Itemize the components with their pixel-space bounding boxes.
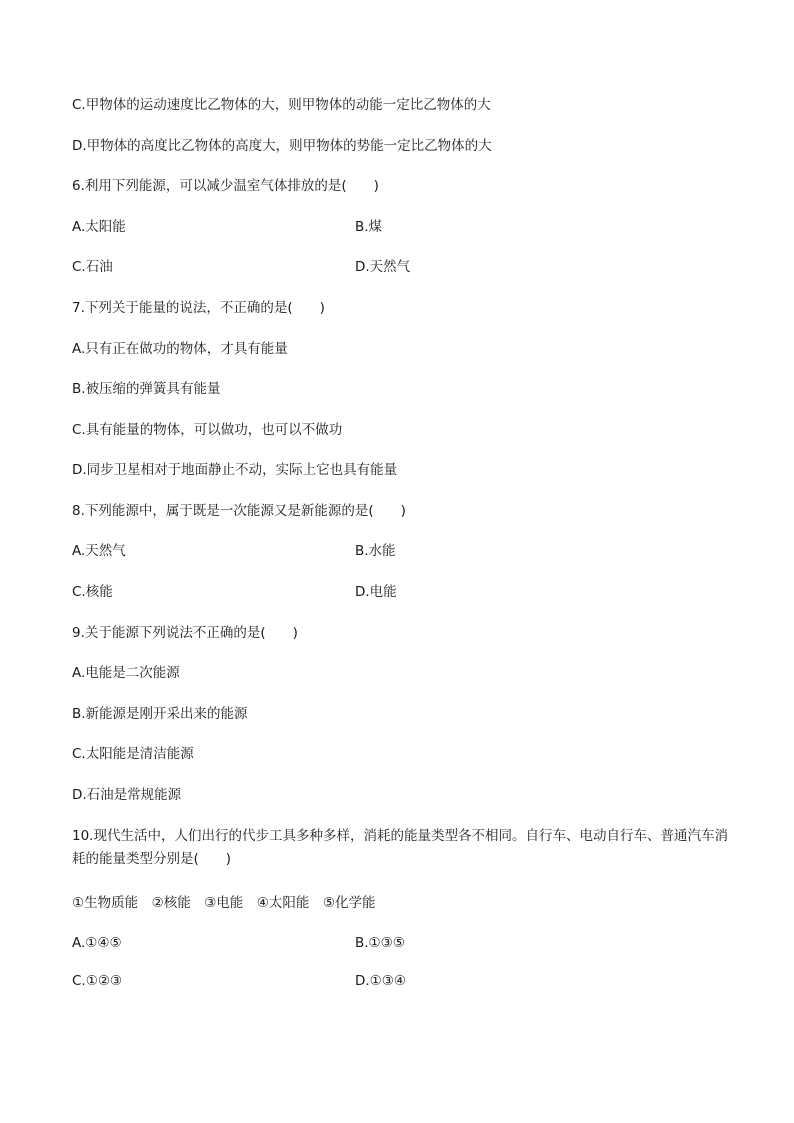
question-6-option-a: A.太阳能 bbox=[72, 219, 126, 235]
question-8-option-d: D.电能 bbox=[355, 584, 397, 600]
question-6-option-d: D.天然气 bbox=[355, 259, 411, 275]
question-9-option-a: A.电能是二次能源 bbox=[72, 665, 180, 681]
question-7-stem: 7.下列关于能量的说法，不正确的是( ) bbox=[72, 300, 325, 316]
question-7-option-c: C.具有能量的物体，可以做功，也可以不做功 bbox=[72, 422, 343, 438]
question-10-stem: 10.现代生活中，人们出行的代步工具多种多样，消耗的能量类型各不相同。自行车、电动自行车、普通汽车消耗的能量类型分别是( ) bbox=[72, 828, 728, 867]
question-8-option-c: C.核能 bbox=[72, 584, 113, 600]
question-9-option-d: D.石油是常规能源 bbox=[72, 787, 182, 803]
question-5-option-c: C.甲物体的运动速度比乙物体的大，则甲物体的动能一定比乙物体的大 bbox=[72, 97, 491, 113]
question-7-option-a: A.只有正在做功的物体，才具有能量 bbox=[72, 341, 288, 357]
question-9-option-b: B.新能源是刚开采出来的能源 bbox=[72, 706, 248, 722]
question-8-option-a: A.天然气 bbox=[72, 543, 126, 559]
question-6-option-b: B.煤 bbox=[355, 219, 383, 235]
question-8-stem: 8.下列能源中，属于既是一次能源又是新能源的是( ) bbox=[72, 503, 406, 519]
question-5-option-d: D.甲物体的高度比乙物体的高度大，则甲物体的势能一定比乙物体的大 bbox=[72, 138, 492, 154]
question-10-items: ①生物质能 ②核能 ③电能 ④太阳能 ⑤化学能 bbox=[72, 895, 376, 911]
question-10-option-b: B.①③⑤ bbox=[355, 935, 405, 951]
question-6-option-c: C.石油 bbox=[72, 259, 113, 275]
question-9-stem: 9.关于能源下列说法不正确的是( ) bbox=[72, 625, 298, 641]
question-10-option-a: A.①④⑤ bbox=[72, 935, 122, 951]
question-10-option-c: C.①②③ bbox=[72, 973, 123, 989]
question-9-option-c: C.太阳能是清洁能源 bbox=[72, 746, 194, 762]
question-10-option-d: D.①③④ bbox=[355, 973, 406, 989]
question-7-option-d: D.同步卫星相对于地面静止不动，实际上它也具有能量 bbox=[72, 462, 398, 478]
question-7-option-b: B.被压缩的弹簧具有能量 bbox=[72, 381, 221, 397]
question-6-stem: 6.利用下列能源，可以减少温室气体排放的是( ) bbox=[72, 178, 379, 194]
question-8-option-b: B.水能 bbox=[355, 543, 396, 559]
